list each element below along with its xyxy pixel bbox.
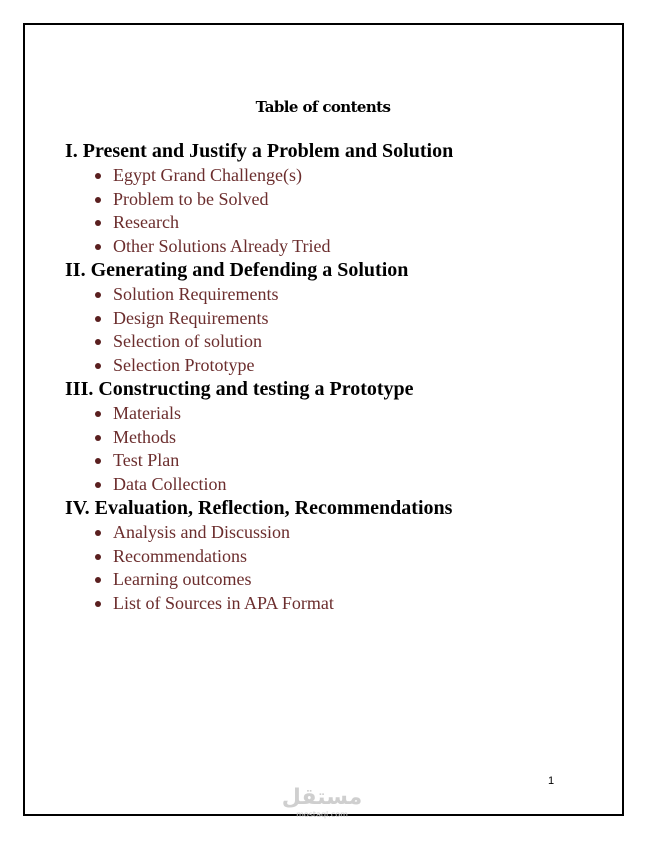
toc-item <box>65 354 625 378</box>
watermark-brand: مستقل <box>281 785 363 810</box>
toc-item <box>65 402 625 426</box>
bullet-icon <box>95 363 101 369</box>
bullet-icon <box>95 577 101 583</box>
toc-item <box>65 164 625 188</box>
toc-item-label: Solution Requirements <box>113 284 279 304</box>
bullet-icon <box>95 292 101 298</box>
toc-section <box>65 139 625 258</box>
toc-item-label: Egypt Grand Challenge(s) <box>113 165 302 185</box>
toc-item <box>65 426 625 450</box>
bullet-icon <box>95 197 101 203</box>
toc-item <box>65 449 625 473</box>
bullet-icon <box>95 458 101 464</box>
bullet-icon <box>95 601 101 607</box>
toc-item-label: Materials <box>113 403 181 423</box>
toc-item <box>65 283 625 307</box>
bullet-icon <box>95 220 101 226</box>
toc-item <box>65 521 625 545</box>
watermark-logo <box>272 786 372 820</box>
toc-item <box>65 592 625 616</box>
bullet-icon <box>95 339 101 345</box>
toc-item-label: Problem to be Solved <box>113 188 269 209</box>
toc-item-label: Test Plan <box>113 450 180 470</box>
toc-item-label: Analysis and Discussion <box>113 522 290 542</box>
toc-item <box>65 235 625 259</box>
toc-item-label: Recommendations <box>113 545 247 566</box>
bullet-icon <box>95 435 101 441</box>
toc-item-label: Methods <box>113 426 176 447</box>
section-heading: II. Generating and Defending a Solution <box>65 259 409 281</box>
section-item-list <box>65 164 625 258</box>
toc-item <box>65 188 625 212</box>
toc-item <box>65 473 625 497</box>
toc-item-label: Research <box>113 212 179 232</box>
toc-item <box>65 211 625 235</box>
toc-item <box>65 568 625 592</box>
table-of-contents <box>65 139 625 615</box>
toc-item <box>65 330 625 354</box>
watermark-site: mostaql.com <box>296 810 348 819</box>
section-heading: III. Constructing and testing a Prototype <box>65 378 414 400</box>
section-heading: IV. Evaluation, Reflection, Recommendations <box>65 497 453 519</box>
toc-section <box>65 258 625 377</box>
bullet-icon <box>95 173 101 179</box>
toc-item-label: Other Solutions Already Tried <box>113 235 331 256</box>
section-item-list <box>65 283 625 377</box>
toc-item-label: Learning outcomes <box>113 569 252 589</box>
section-heading: I. Present and Justify a Problem and Solution <box>65 140 454 162</box>
section-item-list <box>65 521 625 615</box>
toc-item-label: List of Sources in APA Format <box>113 592 334 613</box>
toc-item-label: Selection of solution <box>113 331 262 351</box>
bullet-icon <box>95 530 101 536</box>
toc-item <box>65 545 625 569</box>
toc-section <box>65 377 625 496</box>
toc-section <box>65 496 625 615</box>
section-item-list <box>65 402 625 496</box>
toc-item-label: Design Requirements <box>113 307 269 328</box>
toc-item-label: Data Collection <box>113 473 227 494</box>
toc-title: Table of contents <box>255 98 391 116</box>
bullet-icon <box>95 316 101 322</box>
page-number: 1 <box>548 775 555 787</box>
bullet-icon <box>95 482 101 488</box>
toc-item-label: Selection Prototype <box>113 354 255 375</box>
toc-item <box>65 307 625 331</box>
bullet-icon <box>95 411 101 417</box>
bullet-icon <box>95 244 101 250</box>
bullet-icon <box>95 554 101 560</box>
